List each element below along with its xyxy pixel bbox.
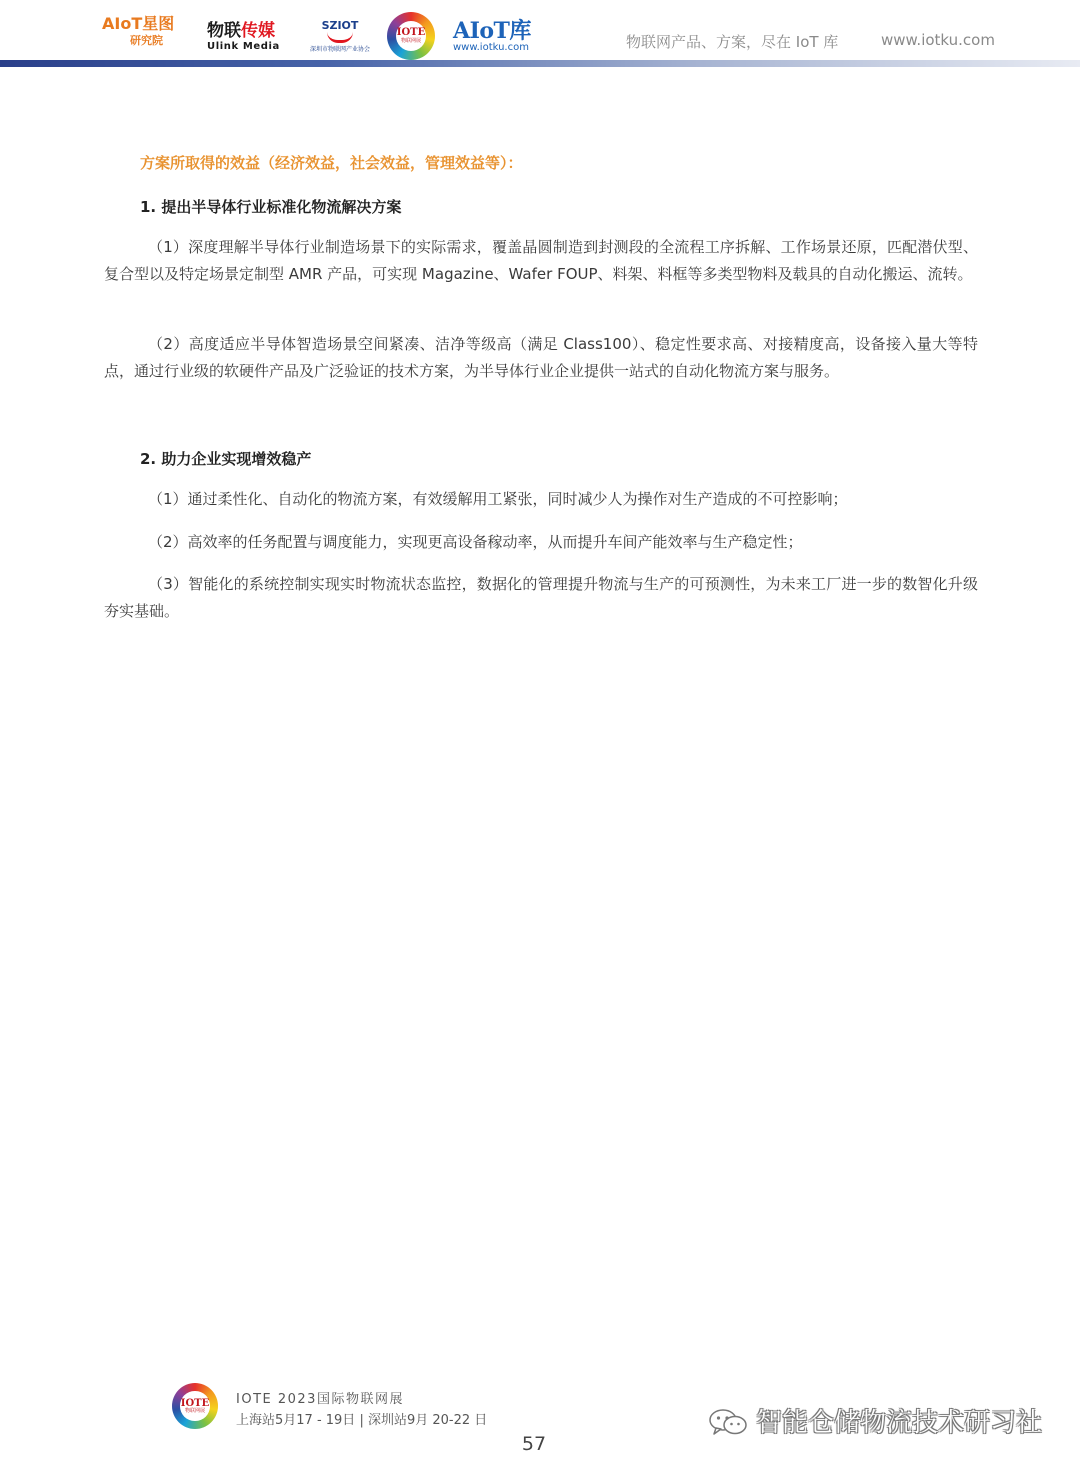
ulink-media-logo-title <box>207 23 280 40</box>
ulink-media-logo-black: 物联 <box>207 21 241 41</box>
sziot-swoosh-icon <box>327 32 353 43</box>
aiotku-logo-url: www.iotku.com <box>453 42 529 53</box>
iote-logo-subtitle: 物联网展 <box>400 37 421 44</box>
header-divider <box>0 60 1080 67</box>
header-url: www.iotku.com <box>881 31 995 49</box>
footer-iote-logo-subtitle: 物联网展 <box>184 1407 205 1414</box>
block-1-paragraph-1: （1）深度理解半导体行业制造场景下的实际需求，覆盖晶圆制造到封测段的全流程工序拆解、工作场景还原，匹配潜伏型、复合型以及特定场景定制型 AMR 产品，可实现 Magazine、Wafer FOUP、料架、料框等多类型物料及载具的自动化搬运、流转。 <box>104 238 978 283</box>
iote-logo-text: IOTE <box>396 27 426 39</box>
wechat-icon <box>708 1408 748 1436</box>
footer-expo-dates: 上海站5月17 - 19日 | 深圳站9月 20-22 日 <box>236 1413 488 1428</box>
ulink-media-logo-subtitle: Ulink Media <box>207 41 280 52</box>
footer-iote-logo-text: IOTE <box>180 1397 210 1409</box>
sziot-logo <box>308 20 372 53</box>
sziot-logo-subtitle: 深圳市物联网产业协会 <box>309 46 370 53</box>
block-2-paragraph-2: （2）高效率的任务配置与调度能力，实现更高设备稼动率，从而提升车间产能效率与生产稳定性； <box>148 533 803 551</box>
page-number: 57 <box>521 1433 547 1455</box>
sziot-logo-mark: SZIOT <box>321 19 359 32</box>
iote-logo <box>387 12 435 60</box>
block-1-paragraph-2: （2）高度适应半导体智造场景空间紧凑、洁净等级高（满足 Class100）、稳定性要求高、对接精度高，设备接入量大等特点，通过行业级的软硬件产品及广泛验证的技术方案，为半导体行业企业提供一站式的自动化物流方案与服务。 <box>104 335 978 380</box>
watermark-text: 智能仓储物流技术研习社 <box>756 1408 1043 1438</box>
aiot-research-logo-subtitle: 研究院 <box>130 34 163 47</box>
aiotku-logo-title: AIoT库 <box>453 18 531 44</box>
page-header <box>0 0 1080 68</box>
block-1-heading: 1. 提出半导体行业标准化物流解决方案 <box>140 198 402 216</box>
ulink-media-logo <box>207 23 280 52</box>
footer-iote-logo <box>172 1383 218 1429</box>
block-2-heading: 2. 助力企业实现增效稳产 <box>140 450 312 468</box>
block-2-paragraph-1: （1）通过柔性化、自动化的物流方案，有效缓解用工紧张，同时减少人为操作对生产造成的不可控影响； <box>148 490 848 508</box>
footer-expo-title: IOTE 2023国际物联网展 <box>236 1392 404 1407</box>
aiot-research-logo-title: AIoT星图 <box>102 14 175 33</box>
section-heading: 方案所取得的效益（经济效益，社会效益，管理效益等）： <box>140 154 523 172</box>
ulink-media-logo-red: 传媒 <box>241 21 275 41</box>
aiot-research-logo <box>102 16 174 46</box>
aiotku-logo <box>453 20 531 53</box>
header-slogan: 物联网产品、方案，尽在 IoT 库 <box>626 33 839 51</box>
block-2-paragraph-3: （3）智能化的系统控制实现实时物流状态监控，数据化的管理提升物流与生产的可预测性，为未来工厂进一步的数智化升级夯实基础。 <box>104 575 978 620</box>
wechat-watermark <box>708 1402 1054 1438</box>
